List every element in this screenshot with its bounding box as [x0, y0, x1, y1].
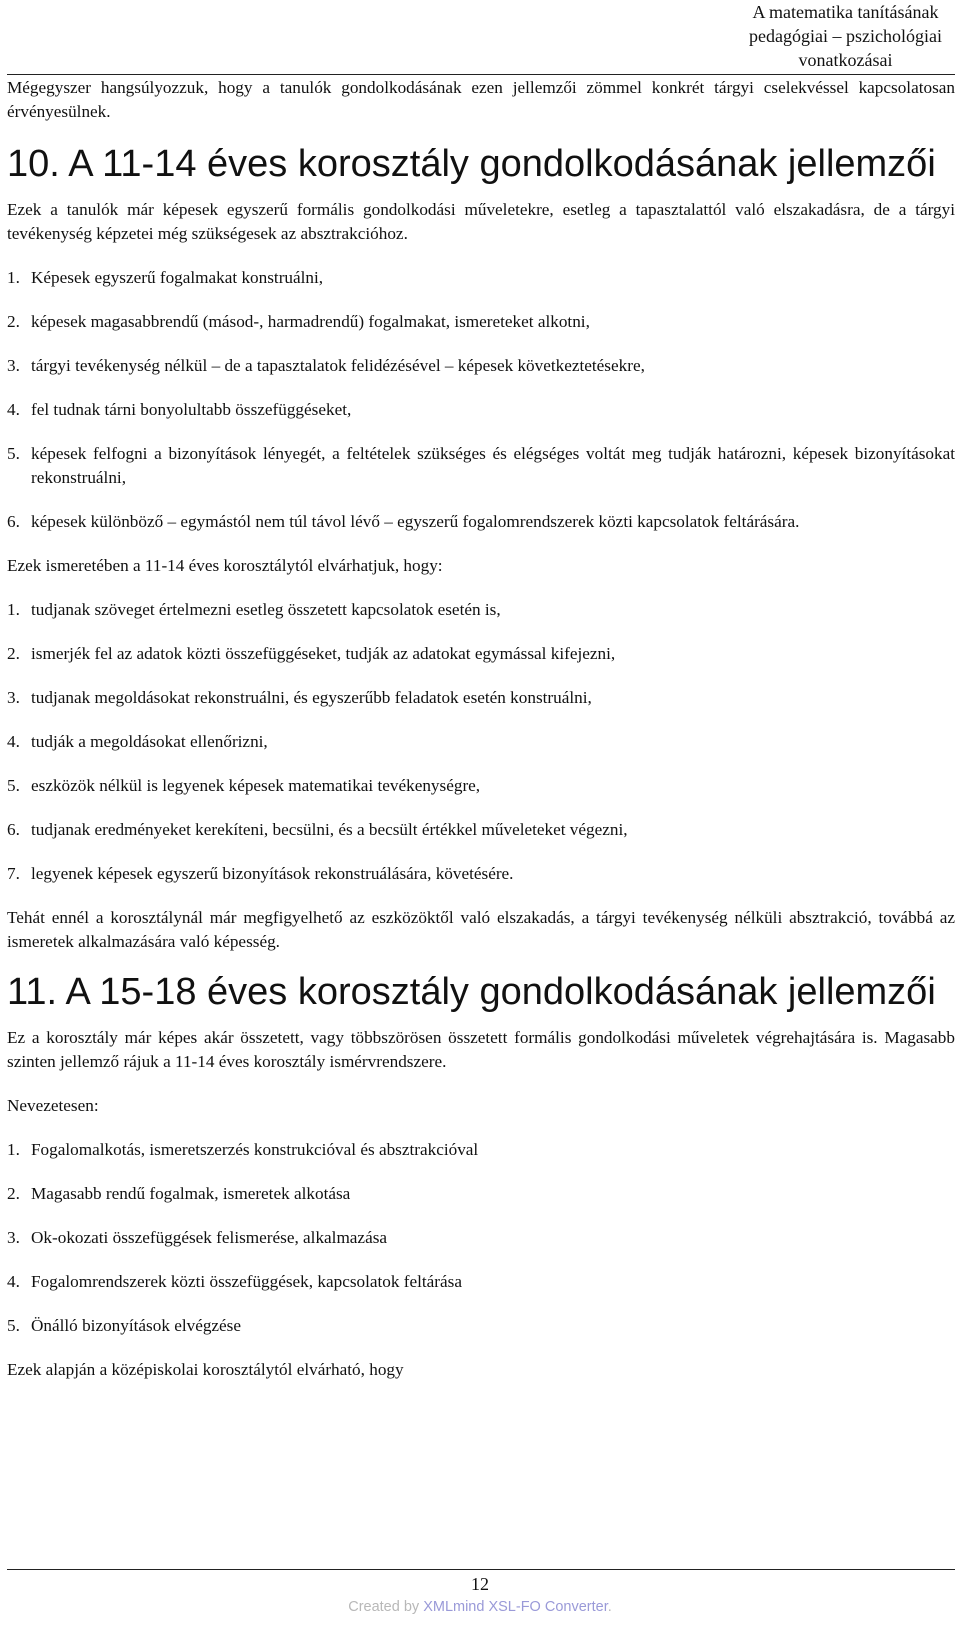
list-item: [7, 266, 955, 290]
running-header: [7, 0, 942, 72]
list-item-text: Képesek egyszerű fogalmakat konstruálni,: [31, 268, 324, 287]
list-item-number: 1.: [7, 600, 20, 619]
list-item-text: képesek különböző – egymástól nem túl távol lévő – egyszerű fogalomrendszerek közti kapcsolatok feltárására.: [31, 512, 800, 531]
list-item: [7, 442, 955, 490]
list-item-number: 2.: [7, 1184, 20, 1203]
section-11-paragraph-3: Ezek alapján a középiskolai korosztálytól elvárható, hogy: [7, 1360, 404, 1379]
list-item-text: tudjanak megoldásokat rekonstruálni, és egyszerűbb feladatok esetén konstruálni,: [31, 688, 592, 707]
list-item: [7, 398, 955, 422]
list-item-text: tudják a megoldásokat ellenőrizni,: [31, 732, 268, 751]
credit-brand-link[interactable]: XMLmind XSL-FO Converter: [423, 1599, 608, 1615]
list-item-text: fel tudnak tárni bonyolultabb összefüggéseket,: [31, 400, 352, 419]
list-item-text: Ok-okozati összefüggések felismerése, alkalmazása: [31, 1228, 388, 1247]
section-11-heading: 11. A 15-18 éves korosztály gondolkodásának jellemzői: [7, 971, 936, 1013]
list-item-text: legyenek képesek egyszerű bizonyítások rekonstruálására, követésére.: [31, 864, 514, 883]
list-item-text: ismerjék fel az adatok közti összefüggéseket, tudják az adatokat egymással kifejezni,: [31, 644, 616, 663]
list-item-text: Önálló bizonyítások elvégzése: [31, 1316, 242, 1335]
list-item-number: 4.: [7, 732, 20, 751]
list-item-text: Fogalomrendszerek közti összefüggések, kapcsolatok feltárása: [31, 1272, 462, 1291]
list-item-text: tudjanak eredményeket kerekíteni, becsülni, és a becsült értékkel műveleteket végezni,: [31, 820, 628, 839]
list-item: [7, 686, 955, 710]
list-item-number: 5.: [7, 776, 20, 795]
list-item: [7, 642, 955, 666]
header-line-3: vonatkozásai: [798, 50, 893, 70]
page-number: 12: [471, 1574, 489, 1594]
list-item: [7, 862, 955, 886]
list-item: [7, 1314, 955, 1338]
list-item-number: 3.: [7, 1228, 20, 1247]
credit-prefix: Created by: [348, 1599, 424, 1615]
list-item-text: tárgyi tevékenység nélkül – de a tapasztalatok felidézésével – képesek következtetésekre,: [31, 356, 645, 375]
list-item-text: Fogalomalkotás, ismeretszerzés konstrukcióval és absztrakcióval: [31, 1140, 479, 1159]
list-item-text: Magasabb rendű fogalmak, ismeretek alkotása: [31, 1184, 351, 1203]
intro-paragraph: Mégegyszer hangsúlyozzuk, hogy a tanulók gondolkodásának ezen jellemzői zömmel konkrét tárgyi cselekvéssel kapcsolatosan érvényesülnek.: [7, 78, 955, 121]
list-item-number: 5.: [7, 1316, 20, 1335]
list-item-text: képesek magasabbrendű (másod-, harmadrendű) fogalmakat, ismereteket alkotni,: [31, 312, 590, 331]
list-item: [7, 774, 955, 798]
section-10-paragraph-1: Ezek a tanulók már képesek egyszerű formális gondolkodási műveletekre, esetleg a tapasztalattól való elszakadásra, de a tárgyi tevékenység képzetei még szükségesek az absztrakcióhoz.: [7, 200, 955, 243]
header-line-1: A matematika tanításának: [752, 2, 939, 22]
list-item-number: 3.: [7, 356, 20, 375]
list-item: [7, 310, 955, 334]
list-item-number: 6.: [7, 820, 20, 839]
section-10-paragraph-2: Ezek ismeretében a 11-14 éves korosztálytól elvárhatjuk, hogy:: [7, 556, 443, 575]
list-item-number: 1.: [7, 1140, 20, 1159]
list-item: [7, 818, 955, 842]
section-10-list-1: [7, 266, 955, 534]
document-page: [7, 0, 955, 1382]
section-11-paragraph-2: Nevezetesen:: [7, 1096, 99, 1115]
list-item-number: 4.: [7, 400, 20, 419]
list-item: [7, 1270, 955, 1294]
list-item: [7, 598, 955, 622]
list-item-number: 2.: [7, 644, 20, 663]
list-item: [7, 354, 955, 378]
list-item-number: 6.: [7, 512, 20, 531]
list-item: [7, 1182, 955, 1206]
list-item: [7, 730, 955, 754]
section-10-paragraph-3: Tehát ennél a korosztálynál már megfigyelhető az eszközöktől való elszakadás, a tárgyi tevékenység nélküli absztrakció, továbbá az ismeretek alkalmazására való képesség.: [7, 908, 955, 951]
header-line-2: pedagógiai – pszichológiai: [749, 26, 942, 46]
section-11-paragraph-1: Ez a korosztály már képes akár összetett, vagy többszörösen összetett formális gondolkodási műveletek végrehajtására is. Magasabb szinten jellemző rájuk a 11-14 éves korosztály ismérvrendszere.: [7, 1028, 955, 1071]
section-10-heading: 10. A 11-14 éves korosztály gondolkodásának jellemzői: [7, 143, 936, 185]
credit-suffix: .: [607, 1599, 612, 1615]
section-10-list-2: [7, 598, 955, 886]
list-item-text: tudjanak szöveget értelmezni esetleg összetett kapcsolatok esetén is,: [31, 600, 501, 619]
list-item-number: 3.: [7, 688, 20, 707]
list-item-number: 2.: [7, 312, 20, 331]
list-item-text: eszközök nélkül is legyenek képesek matematikai tevékenységre,: [31, 776, 481, 795]
footer-divider: [7, 1569, 955, 1570]
list-item-text: képesek felfogni a bizonyítások lényegét, a feltételek szükséges és elégséges voltát meg tudják határozni, képesek bizonyításokat rekonstruálni,: [31, 444, 955, 487]
list-item-number: 7.: [7, 864, 20, 883]
section-11-list: [7, 1138, 955, 1338]
list-item: [7, 510, 955, 534]
converter-credit: [0, 1599, 960, 1615]
list-item: [7, 1138, 955, 1162]
header-divider: [7, 74, 955, 75]
list-item-number: 1.: [7, 268, 20, 287]
list-item-number: 4.: [7, 1272, 20, 1291]
list-item-number: 5.: [7, 444, 20, 463]
list-item: [7, 1226, 955, 1250]
